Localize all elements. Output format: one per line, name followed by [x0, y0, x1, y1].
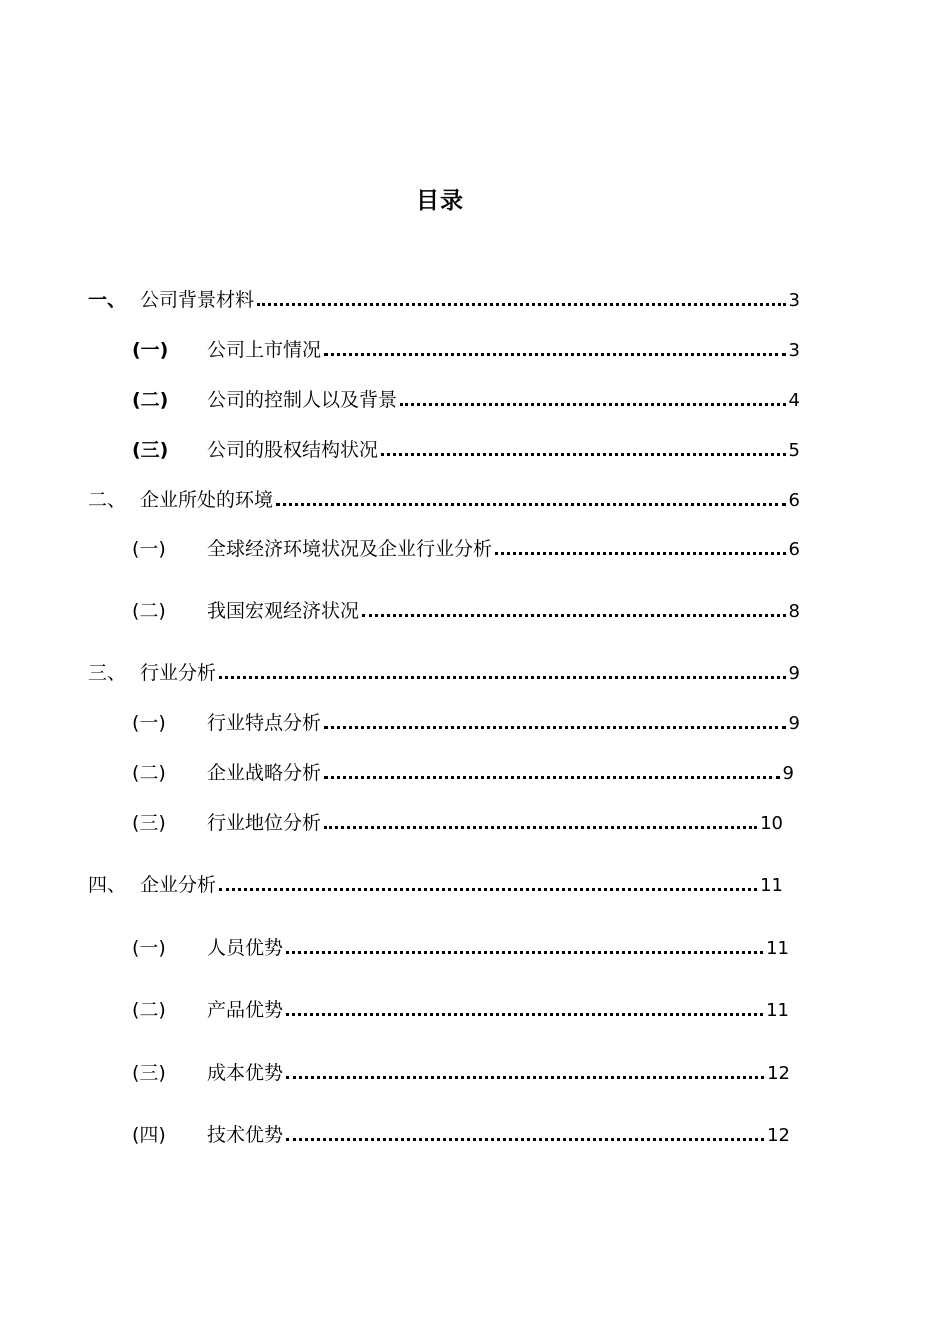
- toc-entry-3-1[interactable]: [132, 709, 800, 737]
- toc-entry-4-4[interactable]: [132, 1121, 790, 1149]
- toc-entry-3-3[interactable]: [132, 809, 783, 837]
- toc-entry-4[interactable]: [88, 871, 783, 899]
- toc-number: (二): [132, 762, 166, 784]
- toc-text: 人员优势: [207, 937, 284, 959]
- toc-number: (二): [132, 600, 166, 622]
- toc-page-number: 9: [788, 663, 800, 684]
- toc-leader: [381, 453, 786, 456]
- toc-number: (三): [132, 439, 169, 461]
- toc-text: 公司的股权结构状况: [207, 439, 379, 461]
- toc-page-number: 6: [788, 539, 800, 560]
- toc-leader: [362, 614, 786, 617]
- toc-text: 行业地位分析: [207, 812, 322, 834]
- toc-text: 行业分析: [140, 662, 217, 684]
- toc-page-number: 3: [788, 340, 800, 361]
- toc-leader: [324, 726, 786, 729]
- toc-text: 产品优势: [207, 999, 284, 1021]
- toc-entry-3-2[interactable]: [132, 759, 794, 787]
- toc-page-number: 5: [788, 440, 800, 461]
- toc-number: (三): [132, 1062, 166, 1084]
- toc-leader: [495, 552, 786, 555]
- toc-text: 公司背景材料: [140, 289, 255, 311]
- toc-page-number: 12: [767, 1063, 790, 1084]
- toc-number: 二、: [88, 489, 127, 511]
- toc-page-number: 9: [788, 713, 800, 734]
- toc-number: (一): [132, 937, 166, 959]
- toc-entry-1-1[interactable]: [132, 336, 800, 364]
- toc-page-number: 11: [766, 1000, 789, 1021]
- toc-page-number: 8: [788, 601, 800, 622]
- toc-page-number: 9: [782, 763, 794, 784]
- toc-text: 企业所处的环境: [140, 489, 274, 511]
- toc-leader: [219, 888, 757, 891]
- toc-text: 行业特点分析: [207, 712, 322, 734]
- toc-number: 一、: [88, 289, 127, 311]
- toc-leader: [286, 951, 763, 954]
- toc-number: (三): [132, 812, 166, 834]
- toc-page-number: 12: [767, 1125, 790, 1146]
- toc-leader: [286, 1138, 764, 1141]
- toc-number: (四): [132, 1124, 166, 1146]
- toc-entry-4-2[interactable]: [132, 996, 789, 1024]
- toc-text: 企业战略分析: [207, 762, 322, 784]
- toc-text: 公司上市情况: [207, 339, 322, 361]
- toc-entry-1-3[interactable]: [132, 436, 800, 464]
- toc-leader: [276, 503, 786, 506]
- toc-leader: [324, 776, 780, 779]
- toc-leader: [286, 1076, 764, 1079]
- toc-leader: [257, 303, 786, 306]
- toc-entry-2[interactable]: [88, 486, 800, 514]
- toc-entry-4-3[interactable]: [132, 1059, 790, 1087]
- toc-title: 目录: [416, 188, 464, 214]
- toc-entry-4-1[interactable]: [132, 934, 789, 962]
- toc-text: 技术优势: [207, 1124, 284, 1146]
- toc-number: (一): [132, 712, 166, 734]
- toc-leader: [286, 1013, 763, 1016]
- toc-page-number: 3: [788, 290, 800, 311]
- toc-entry-2-1[interactable]: [132, 535, 800, 563]
- toc-page-number: 6: [788, 490, 800, 511]
- toc-leader: [324, 826, 757, 829]
- toc-number: 三、: [88, 662, 127, 684]
- toc-number: (二): [132, 389, 169, 411]
- toc-number: (二): [132, 999, 166, 1021]
- toc-text: 成本优势: [207, 1062, 284, 1084]
- toc-entry-3[interactable]: [88, 659, 800, 687]
- toc-page-number: 10: [760, 813, 783, 834]
- toc-entry-1-2[interactable]: [132, 386, 800, 414]
- toc-number: 四、: [88, 874, 127, 896]
- toc-text: 全球经济环境状况及企业行业分析: [207, 538, 493, 560]
- toc-leader: [324, 353, 786, 356]
- toc-text: 我国宏观经济状况: [207, 600, 360, 622]
- toc-page-number: 11: [760, 875, 783, 896]
- toc-page-number: 4: [788, 390, 800, 411]
- toc-page-number: 11: [766, 938, 789, 959]
- toc-leader: [219, 676, 786, 679]
- toc-number: (一): [132, 538, 166, 560]
- toc-entry-1[interactable]: [88, 286, 800, 314]
- toc-text: 企业分析: [140, 874, 217, 896]
- toc-entry-2-2[interactable]: [132, 597, 800, 625]
- toc-number: (一): [132, 339, 169, 361]
- toc-leader: [400, 403, 786, 406]
- toc-text: 公司的控制人以及背景: [207, 389, 398, 411]
